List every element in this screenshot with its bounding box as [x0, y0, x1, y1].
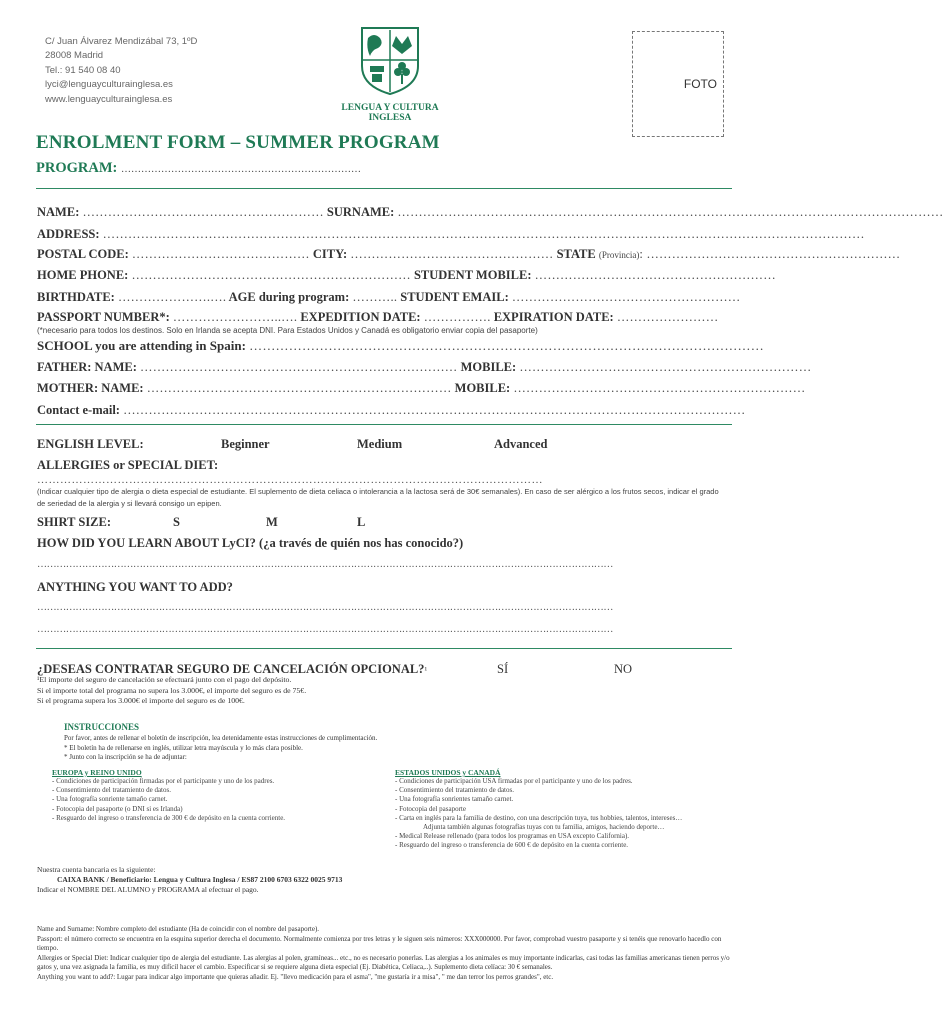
home-phone-label: HOME PHONE:	[37, 268, 129, 282]
photo-label: FOTO	[683, 77, 717, 91]
list-item: - Carta en inglés para la familia de destino, con una descripción tuya, tus hobbies, talentos, intereses…	[395, 813, 683, 822]
add-field[interactable]: ………………………………………………………………………………………………………………………………………………………………	[37, 624, 614, 635]
program-label: PROGRAM:	[36, 160, 118, 176]
allergies-note: (Indicar cualquier tipo de alergia o dieta especial de estudiante. El suplemento de dieta celiaca o intolerancia a la lactosa será de 30€ semanales). En caso de ser alérgico a los frutos secos, indicar el grado de seriedad de la alergia y si llevará consigo un epipen.	[37, 487, 719, 508]
father-row	[37, 360, 811, 375]
address-label: ADDRESS:	[37, 227, 100, 241]
state-label: STATE	[556, 247, 596, 261]
student-email-field[interactable]: ………………………………………………	[511, 290, 741, 304]
insurance-notes	[37, 675, 537, 707]
usa-list	[395, 777, 715, 851]
footer-line: Anything you want to add?: Lugar para indicar algo importante que quieras añadir. Ej. "llevo medicación para el asma", "me gustaría ir a misa", " me dan terror los perros grandes", etc.	[37, 972, 554, 981]
shirt-size-label: SHIRT SIZE:	[37, 515, 112, 529]
usa-title: ESTADOS UNIDOS y CANADÁ	[395, 768, 501, 777]
postal-field[interactable]: ……………………………………	[131, 247, 310, 261]
instructions-title: INSTRUCCIONES	[64, 722, 140, 732]
website-link[interactable]: www.lenguayculturainglesa.es	[45, 93, 173, 105]
english-level-row	[37, 437, 144, 452]
insurance-note: Si el importe total del programa no supera los 3.000€, el importe del seguro es de 75€.	[37, 685, 307, 695]
passport-field[interactable]: ……………………..….	[172, 310, 298, 324]
list-item: - Medical Release rellenado (para todos los programas en USA excepto California).	[395, 832, 630, 841]
footer-line: Passport: el número correcto se encuentra en la esquina superior derecha el documento. Normalmente comienza por tres letras y le siguen seis números: XXX000000. Por favor, comprobad vuestro pasaporte y si tenéis que renovarlo hacedlo con tiempo.	[37, 934, 722, 953]
address-line: Tel.: 91 540 08 40	[45, 64, 121, 76]
logo-line: INGLESA	[368, 113, 412, 123]
address-line: 28008 Madrid	[45, 50, 104, 62]
address-field[interactable]: ………………………………………………………………………………………………………………………………………………………………	[102, 227, 865, 241]
instructions-line: * Junto con la inscripción se ha de adjuntar:	[64, 753, 187, 761]
state-field[interactable]: : ……………………………………………………	[639, 247, 901, 261]
footer-notes	[37, 925, 733, 983]
add-label: ANYTHING YOU WANT TO ADD?	[37, 580, 233, 594]
europe-list	[52, 777, 372, 823]
age-label: AGE during program:	[228, 290, 350, 304]
email-link[interactable]: lyci@lenguayculturainglesa.es	[45, 79, 173, 91]
list-item: - Una fotografía sonrientes tamaño carnet.	[395, 795, 514, 804]
learn-field[interactable]: ………………………………………………………………………………………………………………………………………………………………	[37, 559, 614, 570]
photo-box[interactable]	[632, 31, 724, 137]
shirt-size-s-option[interactable]: S	[173, 515, 180, 529]
postal-label: POSTAL CODE:	[37, 247, 129, 261]
contact-email-label: Contact e-mail:	[37, 403, 120, 417]
father-name-label: FATHER: NAME:	[37, 360, 137, 374]
mother-name-label: MOTHER: NAME:	[37, 381, 144, 395]
europe-title: EUROPA y REINO UNIDO	[52, 768, 142, 777]
list-item: - Condiciones de participación USA firmadas por el participante y uno de los padres.	[395, 777, 633, 785]
list-item: - Fotocopia del pasaporte (o DNI si es Irlanda)	[52, 804, 183, 813]
passport-note: (*necesario para todos los destinos. Solo en Irlanda se acepta DNI. Para Estados Unidos y Canadá es obligatorio enviar copia del pasaporte)	[37, 326, 538, 335]
surname-label: SURNAME:	[326, 205, 395, 219]
shirt-size-m-option[interactable]: M	[266, 515, 278, 529]
insurance-label: ¿DESEAS CONTRATAR SEGURO DE CANCELACIÓN OPCIONAL?	[37, 662, 425, 676]
expedition-field[interactable]: …………….	[423, 310, 491, 324]
birthdate-row	[37, 290, 740, 305]
insurance-no-option[interactable]: NO	[614, 662, 633, 676]
insurance-yes-option[interactable]: SÍ	[497, 662, 509, 676]
insurance-note: ¹El importe del seguro de cancelación se efectuará junto con el pago del depósito.	[37, 675, 292, 684]
instructions-intro	[64, 734, 724, 763]
list-item: - Una fotografía sonriente tamaño carnet.	[52, 795, 168, 804]
europe-column	[52, 768, 372, 823]
list-item: - Resguardo del ingreso o transferencia de 600 € de depósito en la cuenta corriente.	[395, 841, 629, 850]
allergies-label: ALLERGIES or SPECIAL DIET:	[37, 458, 219, 472]
divider	[36, 648, 732, 649]
postal-row	[37, 247, 900, 262]
school-address	[45, 35, 197, 107]
mother-name-field[interactable]: ………………………………………………………………	[146, 381, 452, 395]
father-name-field[interactable]: …………………………………………………………………	[140, 360, 458, 374]
level-medium-option[interactable]: Medium	[357, 437, 403, 451]
student-email-label: STUDENT EMAIL:	[400, 290, 509, 304]
bank-note: Indicar el NOMBRE DEL ALUMNO y PROGRAMA al efectuar el pago.	[37, 885, 259, 894]
add-field[interactable]: ………………………………………………………………………………………………………………………………………………………………	[37, 602, 614, 613]
contact-email-field[interactable]: …………………………………………………………………………………………………………………………………	[123, 403, 746, 417]
contact-row	[37, 403, 745, 418]
school-logo	[328, 26, 452, 122]
instructions-line: * El boletín ha de rellenarse en inglés, utilizar letra mayúscula y lo más clara posible.	[64, 743, 303, 752]
father-mobile-field[interactable]: ……………………………………………………………	[519, 360, 812, 374]
crest-icon	[328, 26, 452, 96]
learn-label: HOW DID YOU LEARN ABOUT LyCI? (¿a través de quién nos has conocido?)	[37, 536, 464, 550]
student-mobile-field[interactable]: …………………………………………………	[534, 268, 776, 282]
level-advanced-option[interactable]: Advanced	[494, 437, 548, 451]
age-field[interactable]: ………..	[352, 290, 398, 304]
surname-field[interactable]: …………………………………………………………………………………………………………………	[397, 205, 944, 219]
home-phone-field[interactable]: …………………………………………………………	[131, 268, 411, 282]
city-label: CITY:	[312, 247, 348, 261]
passport-label: PASSPORT NUMBER*:	[37, 310, 170, 324]
program-field[interactable]: ………………………………………………………………	[120, 164, 361, 175]
list-item: - Fotocopia del pasaporte	[395, 804, 466, 813]
form-title: ENROLMENT FORM – SUMMER PROGRAM	[36, 132, 440, 153]
expiration-label: EXPIRATION DATE:	[493, 310, 614, 324]
allergies-field[interactable]: ……………………………………………………………………………………………………………………	[37, 474, 543, 486]
expedition-label: EXPEDITION DATE:	[300, 310, 421, 324]
list-item: - Condiciones de participación firmadas por el participante y uno de los padres.	[52, 777, 275, 785]
name-row	[37, 205, 944, 220]
divider	[36, 424, 732, 425]
divider	[36, 188, 732, 189]
mother-mobile-field[interactable]: ……………………………………………………………	[513, 381, 806, 395]
birthdate-field[interactable]: ………………….….	[117, 290, 227, 304]
school-label: SCHOOL you are attending in Spain:	[37, 338, 246, 353]
list-item: - Resguardo del ingreso o transferencia de 300 € de depósito en la cuenta corriente.	[52, 813, 286, 822]
logo-line: LENGUA Y CULTURA	[341, 103, 439, 113]
city-field[interactable]: …………………………………………	[350, 247, 554, 261]
insurance-marker: ¹	[424, 665, 428, 675]
program-row[interactable]	[36, 160, 361, 177]
bank-intro: Nuestra cuenta bancaria es la siguiente:	[37, 865, 156, 874]
list-item: Adjunta también algunas fotografías tuyas con tu familia, amigos, haciendo deporte…	[423, 823, 665, 832]
birthdate-label: BIRTHDATE:	[37, 290, 115, 304]
school-row	[37, 338, 764, 354]
usa-column	[395, 768, 715, 851]
instructions-line: Por favor, antes de rellenar el boletín de inscripción, lea detenidamente estas instrucciones de cumplimentación.	[64, 734, 378, 742]
school-field[interactable]: ………………………………………………………………………………………………………	[249, 338, 764, 353]
list-item: - Consentimiento del tratamiento de datos.	[395, 786, 514, 795]
shirt-size-l-option[interactable]: L	[357, 515, 366, 529]
footer-line: Name and Surname: Nombre completo del estudiante (Ha de coincidir con el nombre del pasaporte).	[37, 925, 320, 933]
address-line: C/ Juan Álvarez Mendizábal 73, 1ºD	[45, 36, 198, 47]
bank-account: CAIXA BANK / Beneficiario: Lengua y Cultura Inglesa / ES87 2100 6703 6322 0025 9713	[57, 875, 343, 884]
list-item: - Consentimiento del tratamiento de datos.	[52, 786, 171, 795]
mother-mobile-label: MOBILE:	[454, 381, 511, 395]
name-label: NAME:	[37, 205, 80, 219]
state-hint: (Provincia)	[598, 250, 640, 260]
mother-row	[37, 381, 805, 396]
father-mobile-label: MOBILE:	[460, 360, 517, 374]
student-mobile-label: STUDENT MOBILE:	[413, 268, 532, 282]
passport-row	[37, 310, 718, 325]
bank-info	[37, 865, 637, 895]
expiration-field[interactable]: ……………………	[616, 310, 719, 324]
phone-row	[37, 268, 776, 283]
address-row	[37, 227, 865, 242]
insurance-note: Si el programa supera los 3.000€ el importe del seguro es de 100€.	[37, 696, 245, 705]
name-field[interactable]: …………………………………………………	[82, 205, 324, 219]
level-beginner-option[interactable]: Beginner	[221, 437, 270, 451]
english-level-label: ENGLISH LEVEL:	[37, 437, 144, 451]
logo-text	[328, 103, 452, 123]
footer-line: Allergies or Special Diet: Indicar cualquier tipo de alergia del estudiante. Las alergias al polen, gramíneas... etc., no es necesario ponerlas. Las alergias a los animales es muy importante indicarlas, casi todas las familias americanas tienen perros y/o gatos y, una vez asignada la familia, es muy difícil hacer el cambio. Especificar si se requiere alguna dieta especial (Ej. Diabética, Celiaca,..). Suplemento dieta celíaca: 30 € semanales.	[37, 953, 730, 972]
